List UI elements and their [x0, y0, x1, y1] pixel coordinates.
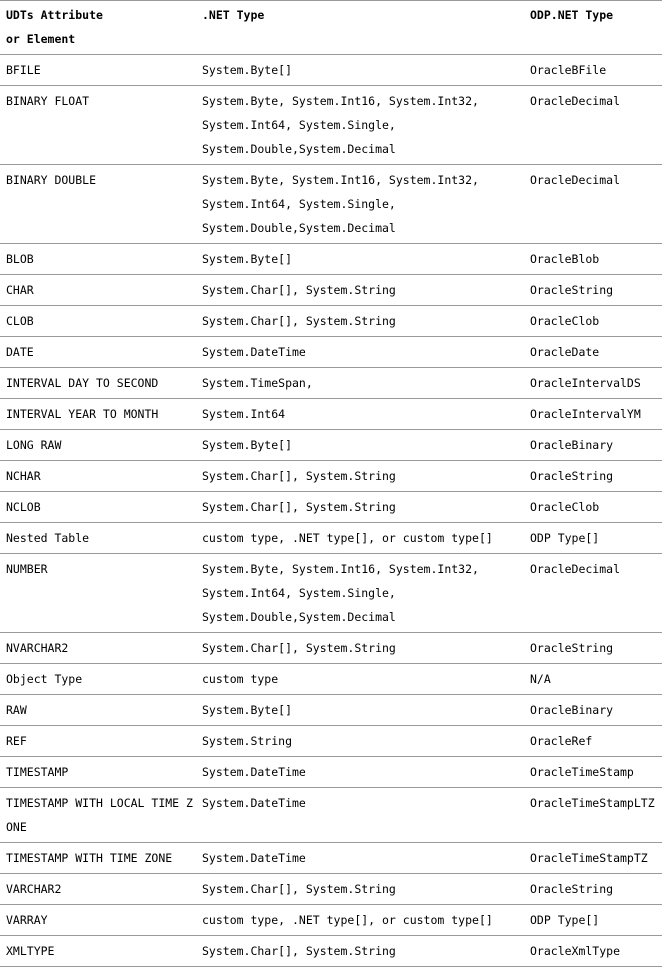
odp-type-cell: OracleBlob — [524, 244, 662, 275]
udt-text: TIMESTAMP WITH LOCAL TIME Z — [6, 796, 193, 810]
table-row — [0, 275, 662, 306]
net-type-text: System.Byte, System.Int16, System.Int32, — [202, 94, 479, 108]
udt-cell — [0, 695, 196, 726]
net-type-text: System.Double,System.Decimal — [202, 142, 396, 156]
odp-type-cell: OracleDecimal — [524, 86, 662, 165]
udt-text: CLOB — [6, 314, 34, 328]
net-type-text: System.Char[], System.String — [202, 314, 396, 328]
net-type-cell — [196, 492, 524, 523]
net-type-cell — [196, 726, 524, 757]
odp-type-cell: OracleString — [524, 461, 662, 492]
odp-type-cell: OracleBinary — [524, 430, 662, 461]
net-type-text: System.TimeSpan, — [202, 376, 313, 390]
udt-cell — [0, 726, 196, 757]
net-type-text: System.Char[], System.String — [202, 944, 396, 958]
table-row — [0, 788, 662, 843]
udt-text: INTERVAL DAY TO SECOND — [6, 376, 159, 390]
net-type-cell — [196, 461, 524, 492]
udt-cell — [0, 165, 196, 244]
table-row — [0, 874, 662, 905]
net-type-text: System.Byte[] — [202, 438, 293, 452]
table-row — [0, 633, 662, 664]
udt-cell — [0, 55, 196, 86]
net-type-cell — [196, 936, 524, 967]
net-type-text: custom type, .NET type[], or custom type[] — [202, 531, 493, 545]
net-type-text: System.DateTime — [202, 345, 306, 359]
table-row — [0, 523, 662, 554]
net-type-cell — [196, 399, 524, 430]
udt-cell — [0, 905, 196, 936]
net-type-cell — [196, 874, 524, 905]
net-type-text: System.String — [202, 734, 293, 748]
odp-type-cell: N/A — [524, 664, 662, 695]
net-type-text: System.Char[], System.String — [202, 283, 396, 297]
table-row — [0, 244, 662, 275]
net-type-text: custom type — [202, 672, 279, 686]
net-type-cell — [196, 843, 524, 874]
net-type-cell — [196, 695, 524, 726]
net-type-cell — [196, 86, 524, 165]
udt-cell — [0, 523, 196, 554]
table-row — [0, 664, 662, 695]
table-row — [0, 492, 662, 523]
header-udt-line2: or Element — [6, 32, 76, 46]
udt-cell — [0, 306, 196, 337]
odp-type-cell: OracleRef — [524, 726, 662, 757]
net-type-cell — [196, 165, 524, 244]
odp-type-cell: OracleTimeStampLTZ — [524, 788, 662, 843]
net-type-text: System.Char[], System.String — [202, 469, 396, 483]
table-row — [0, 461, 662, 492]
udt-cell — [0, 86, 196, 165]
udt-cell — [0, 874, 196, 905]
udt-cell — [0, 275, 196, 306]
odp-type-cell: OracleString — [524, 275, 662, 306]
net-type-text: System.Byte[] — [202, 63, 293, 77]
net-type-text: System.Int64, System.Single, — [202, 586, 396, 600]
net-type-cell — [196, 788, 524, 843]
net-type-text: System.Byte[] — [202, 703, 293, 717]
odp-type-cell: OracleTimeStamp — [524, 757, 662, 788]
udt-text: BFILE — [6, 63, 41, 77]
udt-text: NCLOB — [6, 500, 41, 514]
net-type-text: System.DateTime — [202, 851, 306, 865]
odp-type-cell: OracleBFile — [524, 55, 662, 86]
udt-cell — [0, 368, 196, 399]
table-row — [0, 695, 662, 726]
net-type-text: System.Char[], System.String — [202, 500, 396, 514]
table-row — [0, 843, 662, 874]
udt-cell — [0, 554, 196, 633]
net-type-text: System.DateTime — [202, 796, 306, 810]
udt-cell — [0, 399, 196, 430]
odp-type-cell: OracleString — [524, 633, 662, 664]
odp-type-cell: OracleClob — [524, 306, 662, 337]
udt-cell — [0, 633, 196, 664]
odp-type-cell: OracleIntervalYM — [524, 399, 662, 430]
odp-type-cell: OracleDecimal — [524, 165, 662, 244]
net-type-text: System.Double,System.Decimal — [202, 610, 396, 624]
udt-text: TIMESTAMP — [6, 765, 69, 779]
udt-cell — [0, 337, 196, 368]
table-row — [0, 368, 662, 399]
net-type-text: System.Byte[] — [202, 252, 293, 266]
udt-text: DATE — [6, 345, 34, 359]
odp-type-cell: OracleDecimal — [524, 554, 662, 633]
udt-text: NUMBER — [6, 562, 48, 576]
udt-text: NVARCHAR2 — [6, 641, 69, 655]
udt-text: CHAR — [6, 283, 34, 297]
udt-text: XMLTYPE — [6, 944, 55, 958]
odp-type-cell: OracleDate — [524, 337, 662, 368]
header-udt — [0, 1, 196, 55]
table-row — [0, 165, 662, 244]
udt-text: Nested Table — [6, 531, 90, 545]
udt-text: NCHAR — [6, 469, 41, 483]
odp-type-cell: OracleXmlType — [524, 936, 662, 967]
udt-text: BINARY FLOAT — [6, 94, 90, 108]
udt-text: Object Type — [6, 672, 83, 686]
net-type-text: System.DateTime — [202, 765, 306, 779]
udt-text: INTERVAL YEAR TO MONTH — [6, 407, 159, 421]
net-type-cell — [196, 664, 524, 695]
table-row — [0, 936, 662, 967]
net-type-text: System.Double,System.Decimal — [202, 221, 396, 235]
table-row — [0, 430, 662, 461]
net-type-text: System.Char[], System.String — [202, 882, 396, 896]
udt-text: BINARY DOUBLE — [6, 173, 97, 187]
net-type-cell — [196, 306, 524, 337]
table-row — [0, 726, 662, 757]
udt-cell — [0, 843, 196, 874]
udt-text: VARCHAR2 — [6, 882, 62, 896]
table-body — [0, 55, 662, 967]
odp-type-cell: ODP Type[] — [524, 905, 662, 936]
udt-cell — [0, 492, 196, 523]
net-type-text: System.Byte, System.Int16, System.Int32, — [202, 173, 479, 187]
odp-type-cell: ODP Type[] — [524, 523, 662, 554]
net-type-text: System.Char[], System.String — [202, 641, 396, 655]
header-net-type: .NET Type — [196, 1, 524, 55]
udt-cell — [0, 757, 196, 788]
net-type-cell — [196, 905, 524, 936]
table-row — [0, 55, 662, 86]
net-type-cell — [196, 757, 524, 788]
udt-cell — [0, 430, 196, 461]
net-type-cell — [196, 244, 524, 275]
udt-text: RAW — [6, 703, 27, 717]
table-row — [0, 399, 662, 430]
table-row — [0, 905, 662, 936]
net-type-text: custom type, .NET type[], or custom type[] — [202, 913, 493, 927]
net-type-cell — [196, 55, 524, 86]
table-row — [0, 337, 662, 368]
udt-cell — [0, 461, 196, 492]
odp-type-cell: OracleClob — [524, 492, 662, 523]
odp-type-cell: OracleString — [524, 874, 662, 905]
net-type-text: System.Int64 — [202, 407, 286, 421]
udt-text: REF — [6, 734, 27, 748]
table-row — [0, 306, 662, 337]
udt-cell — [0, 936, 196, 967]
udt-cell — [0, 244, 196, 275]
udt-text: BLOB — [6, 252, 34, 266]
net-type-cell — [196, 633, 524, 664]
net-type-cell — [196, 337, 524, 368]
net-type-cell — [196, 368, 524, 399]
udt-cell — [0, 788, 196, 843]
net-type-cell — [196, 523, 524, 554]
header-odp-type: ODP.NET Type — [524, 1, 662, 55]
table-row — [0, 554, 662, 633]
udt-text: VARRAY — [6, 913, 48, 927]
net-type-text: System.Int64, System.Single, — [202, 118, 396, 132]
table-row — [0, 757, 662, 788]
header-row — [0, 1, 662, 55]
header-udt-line1: UDTs Attribute — [6, 8, 103, 22]
net-type-cell — [196, 275, 524, 306]
udt-text: TIMESTAMP WITH TIME ZONE — [6, 851, 173, 865]
udt-text: ONE — [6, 820, 27, 834]
net-type-cell — [196, 430, 524, 461]
net-type-text: System.Byte, System.Int16, System.Int32, — [202, 562, 479, 576]
udt-text: LONG RAW — [6, 438, 62, 452]
odp-type-cell: OracleIntervalDS — [524, 368, 662, 399]
net-type-cell — [196, 554, 524, 633]
table-row — [0, 86, 662, 165]
odp-type-cell: OracleBinary — [524, 695, 662, 726]
odp-type-cell: OracleTimeStampTZ — [524, 843, 662, 874]
net-type-text: System.Int64, System.Single, — [202, 197, 396, 211]
table-header — [0, 1, 662, 55]
udt-cell — [0, 664, 196, 695]
